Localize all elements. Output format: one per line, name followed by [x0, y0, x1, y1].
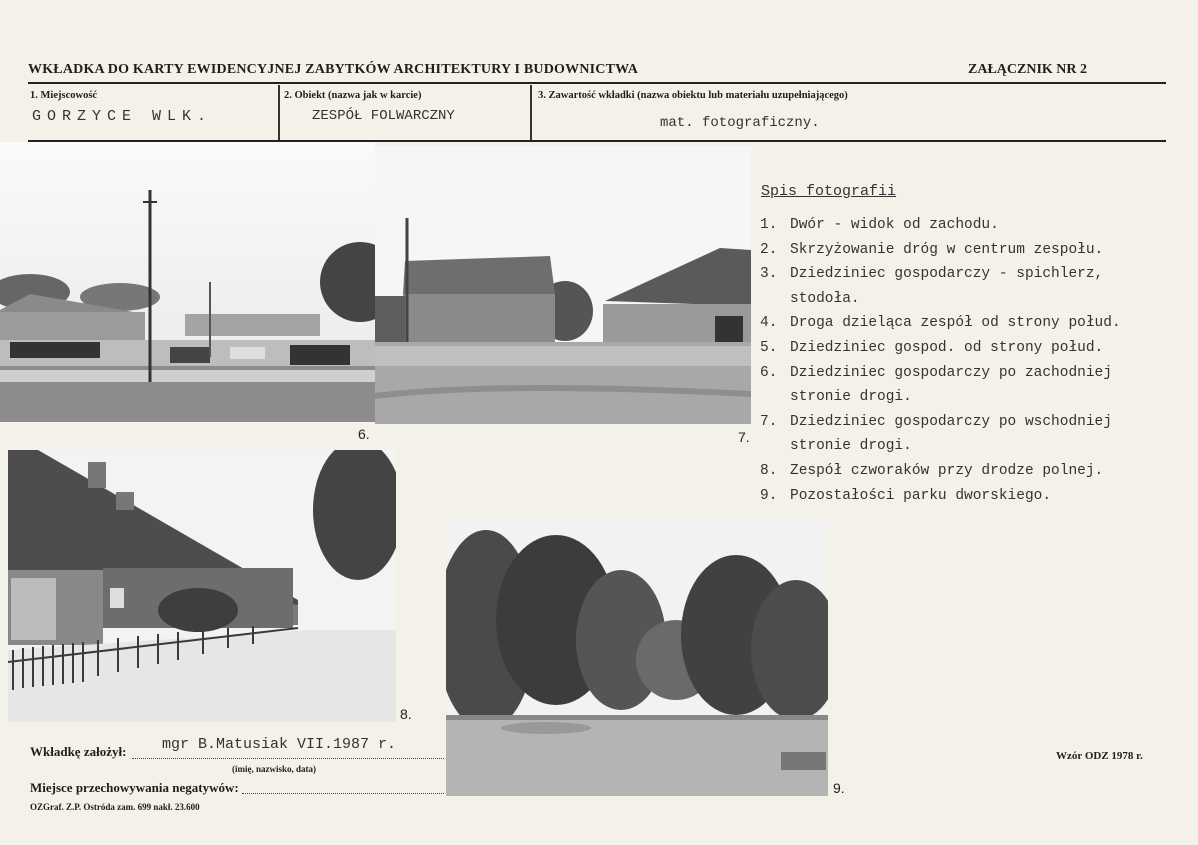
- list-item: 9. Pozostałości parku dworskiego.: [760, 487, 1052, 504]
- photo-6-image: [0, 142, 375, 422]
- form-title: WKŁADKA DO KARTY EWIDENCYJNEJ ZABYTKÓW ARCHITEKTURY I BUDOWNICTWA: [28, 62, 639, 77]
- photo-9: [446, 520, 828, 796]
- object-value: ZESPÓŁ FOLWARCZNY: [312, 108, 455, 124]
- photo-7: [375, 146, 751, 424]
- photo-6: [0, 142, 375, 422]
- content-label: 3. Zawartość wkładki (nazwa obiektu lub materiału uzupełniającego): [538, 90, 848, 101]
- content-value: mat. fotograficzny.: [660, 115, 820, 131]
- list-item: 6. Dziedziniec gospodarczy po zachodniej stronie drogi.: [760, 364, 1112, 406]
- attachment-number: ZAŁĄCZNIK NR 2: [968, 62, 1088, 77]
- photo-6-number: 6.: [358, 426, 370, 442]
- photo-9-number: 9.: [833, 780, 845, 796]
- template-version: Wzór ODZ 1978 r.: [1056, 750, 1143, 762]
- print-info: OZGraf. Z.P. Ostróda zam. 699 nakł. 23.600: [30, 802, 200, 812]
- negatives-line: [242, 793, 444, 794]
- photo-list: [760, 213, 1180, 508]
- author-line: [132, 758, 444, 759]
- list-item: 1. Dwór - widok od zachodu.: [760, 217, 999, 233]
- list-item: 3. Dziedziniec gospodarczy - spichlerz, stodoła.: [760, 266, 1104, 307]
- location-label: 1. Miejscowość: [30, 90, 98, 101]
- photo-7-image: [375, 146, 751, 424]
- object-label: 2. Obiekt (nazwa jak w karcie): [284, 90, 422, 101]
- list-item: 5. Dziedziniec gospod. od strony połud.: [760, 339, 1104, 356]
- author-value: mgr B.Matusiak VII.1987 r.: [162, 736, 397, 753]
- photo-9-image: [446, 520, 828, 796]
- photo-8: [8, 450, 396, 722]
- list-item: 2. Skrzyżowanie dróg w centrum zespołu.: [760, 241, 1104, 258]
- list-item: 4. Droga dzieląca zespół od strony połud.: [760, 315, 1121, 332]
- photo-8-number: 8.: [400, 706, 412, 722]
- list-item: 7. Dziedziniec gospodarczy po wschodniej stronie drogi.: [760, 413, 1112, 455]
- negatives-label: Miejsce przechowywania negatywów:: [30, 780, 239, 795]
- author-hint: (imię, nazwisko, data): [232, 764, 316, 774]
- photo-7-number: 7.: [738, 429, 750, 445]
- field-divider: [278, 85, 280, 140]
- header-rule: [28, 82, 1166, 84]
- field-divider: [530, 85, 532, 140]
- photo-8-image: [8, 450, 396, 722]
- author-label: Wkładkę założył:: [30, 744, 127, 759]
- list-item: 8. Zespół czworaków przy drodze polnej.: [760, 462, 1104, 479]
- photo-list-title: Spis fotografii: [761, 183, 897, 200]
- location-value: GORZYCE WLK.: [32, 108, 213, 125]
